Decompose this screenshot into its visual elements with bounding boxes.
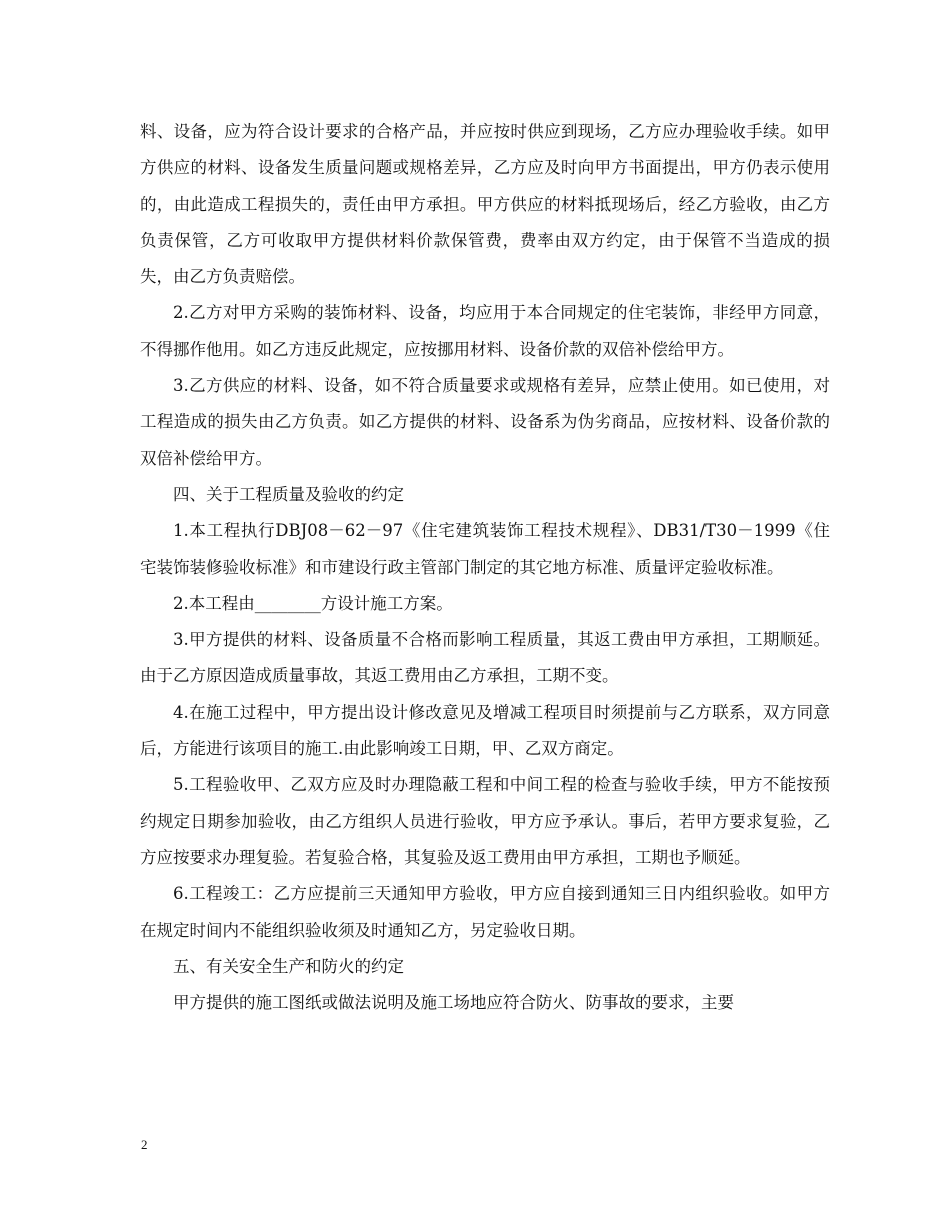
paragraph-9: 5.工程验收甲、乙双方应及时办理隐蔽工程和中间工程的检查与验收手续，甲方不能按预约规定日期参加验收，由乙方组织人员进行验收，甲方应予承认。事后，若甲方要求复验，乙方应按要求办理复验。若复验合格，其复验及返工费用由甲方承担，工期也予顺延。 xyxy=(140,775,830,867)
paragraph-10: 6.工程竣工：乙方应提前三天通知甲方验收，甲方应自接到通知三日内组织验收。如甲方在规定时间内不能组织验收须及时通知乙方，另定验收日期。 xyxy=(140,884,830,940)
section-heading-4: 四、关于工程质量及验收的约定 xyxy=(173,484,404,504)
paragraph-2: 2.乙方对甲方采购的装饰材料、设备，均应用于本合同规定的住宅装饰，非经甲方同意，不得挪作他用。如乙方违反此规定，应按挪用材料、设备价款的双倍补偿给甲方。 xyxy=(140,303,830,359)
section-heading-5: 五、有关安全生产和防火的约定 xyxy=(173,956,404,976)
page-number: 2 xyxy=(141,1137,148,1152)
paragraph-7: 3.甲方提供的材料、设备质量不合格而影响工程质量，其返工费由甲方承担，工期顺延。由于乙方原因造成质量事故，其返工费用由乙方承担，工期不变。 xyxy=(140,630,830,686)
paragraph-6: 2.本工程由________方设计施工方案。 xyxy=(173,593,453,613)
paragraph-5: 1.本工程执行DBJ08－62－97《住宅建筑装饰工程技术规程》、DB31/T30－1999《住宅装饰装修验收标准》和市建设行政主管部门制定的其它地方标准、质量评定验收标准。 xyxy=(140,521,830,577)
paragraph-8: 4.在施工过程中，甲方提出设计修改意见及增减工程项目时须提前与乙方联系，双方同意后，方能进行该项目的施工.由此影响竣工日期，甲、乙双方商定。 xyxy=(140,702,830,759)
document-body xyxy=(140,114,830,1021)
paragraph-3: 3.乙方供应的材料、设备，如不符合质量要求或规格有差异，应禁止使用。如已使用，对工程造成的损失由乙方负责。如乙方提供的材料、设备系为伪劣商品，应按材料、设备价款的双倍补偿给甲方。 xyxy=(140,376,830,468)
paragraph-12: 甲方提供的施工图纸或做法说明及施工场地应符合防火、防事故的要求，主要 xyxy=(173,993,734,1013)
paragraph-1: 料、设备，应为符合设计要求的合格产品，并应按时供应到现场，乙方应办理验收手续。如甲方供应的材料、设备发生质量问题或规格差异，乙方应及时向甲方书面提出，甲方仍表示使用的，由此造成工程损失的，责任由甲方承担。甲方供应的材料抵现场后，经乙方验收，由乙方负责保管，乙方可收取甲方提供材料价款保管费，费率由双方约定，由于保管不当造成的损失，由乙方负责赔偿。 xyxy=(140,122,830,287)
